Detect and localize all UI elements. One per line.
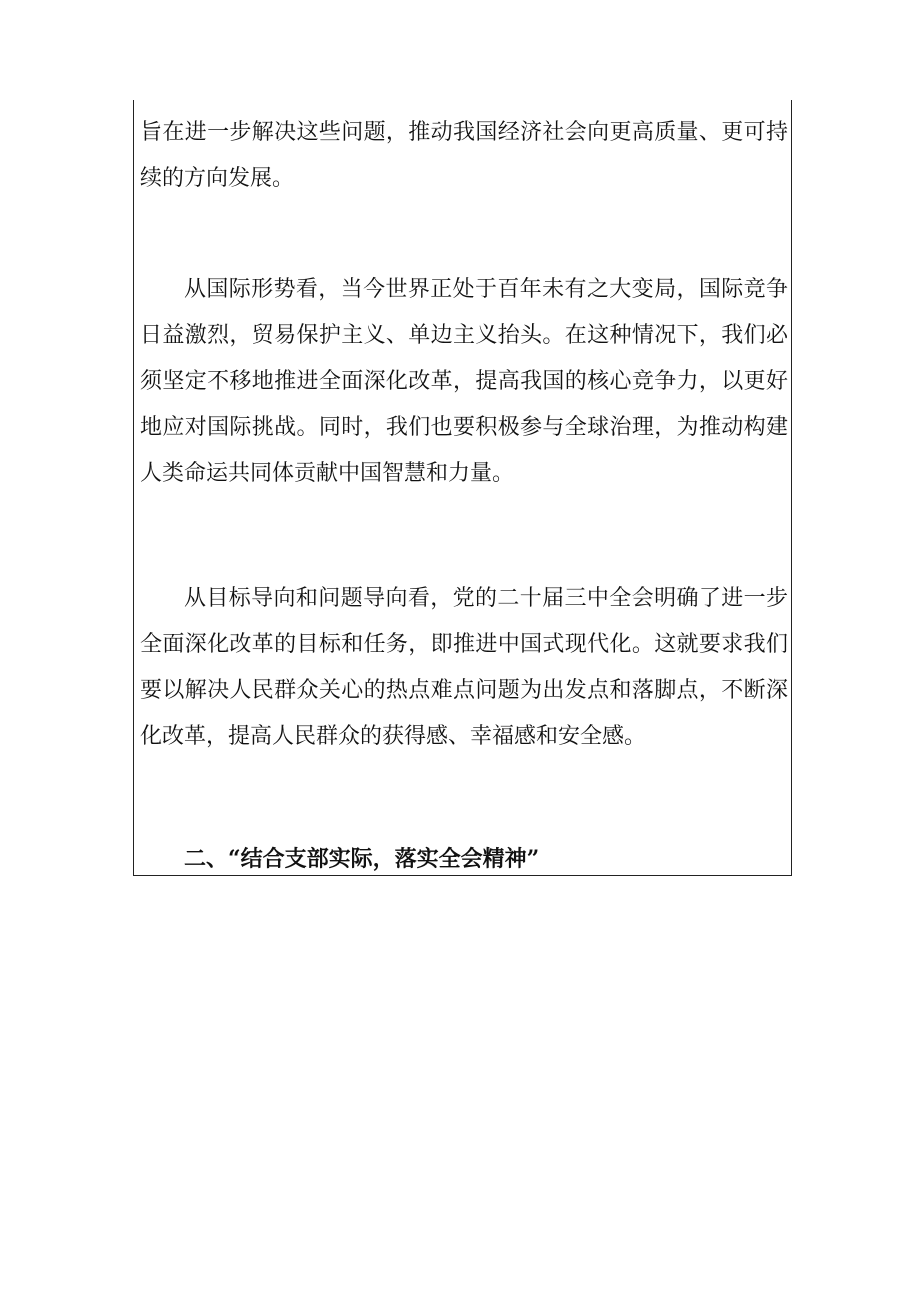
body-paragraph-1: 旨在进一步解决这些问题，推动我国经济社会向更高质量、更可持续的方向发展。 xyxy=(140,120,788,191)
section-heading: 二、“结合支部实际，落实全会精神” xyxy=(184,846,540,872)
body-paragraph-2: 从国际形势看，当今世界正处于百年未有之大变局，国际竞争日益激烈，贸易保护主义、单边主义抬头。在这种情况下，我们必须坚定不移地推进全面深化改革，提高我国的核心竞争力，以更好地应对国际挑战。同时，我们也要积极参与全球治理，为推动构建人类命运共同体贡献中国智慧和力量。 xyxy=(140,277,788,486)
body-paragraph-3: 从目标导向和问题导向看，党的二十届三中全会明确了进一步全面深化改革的目标和任务，即推进中国式现代化。这就要求我们要以解决人民群众关心的热点难点问题为出发点和落脚点，不断深化改革，提高人民群众的获得感、幸福感和安全感。 xyxy=(140,586,788,749)
document-table-cell xyxy=(133,100,792,876)
